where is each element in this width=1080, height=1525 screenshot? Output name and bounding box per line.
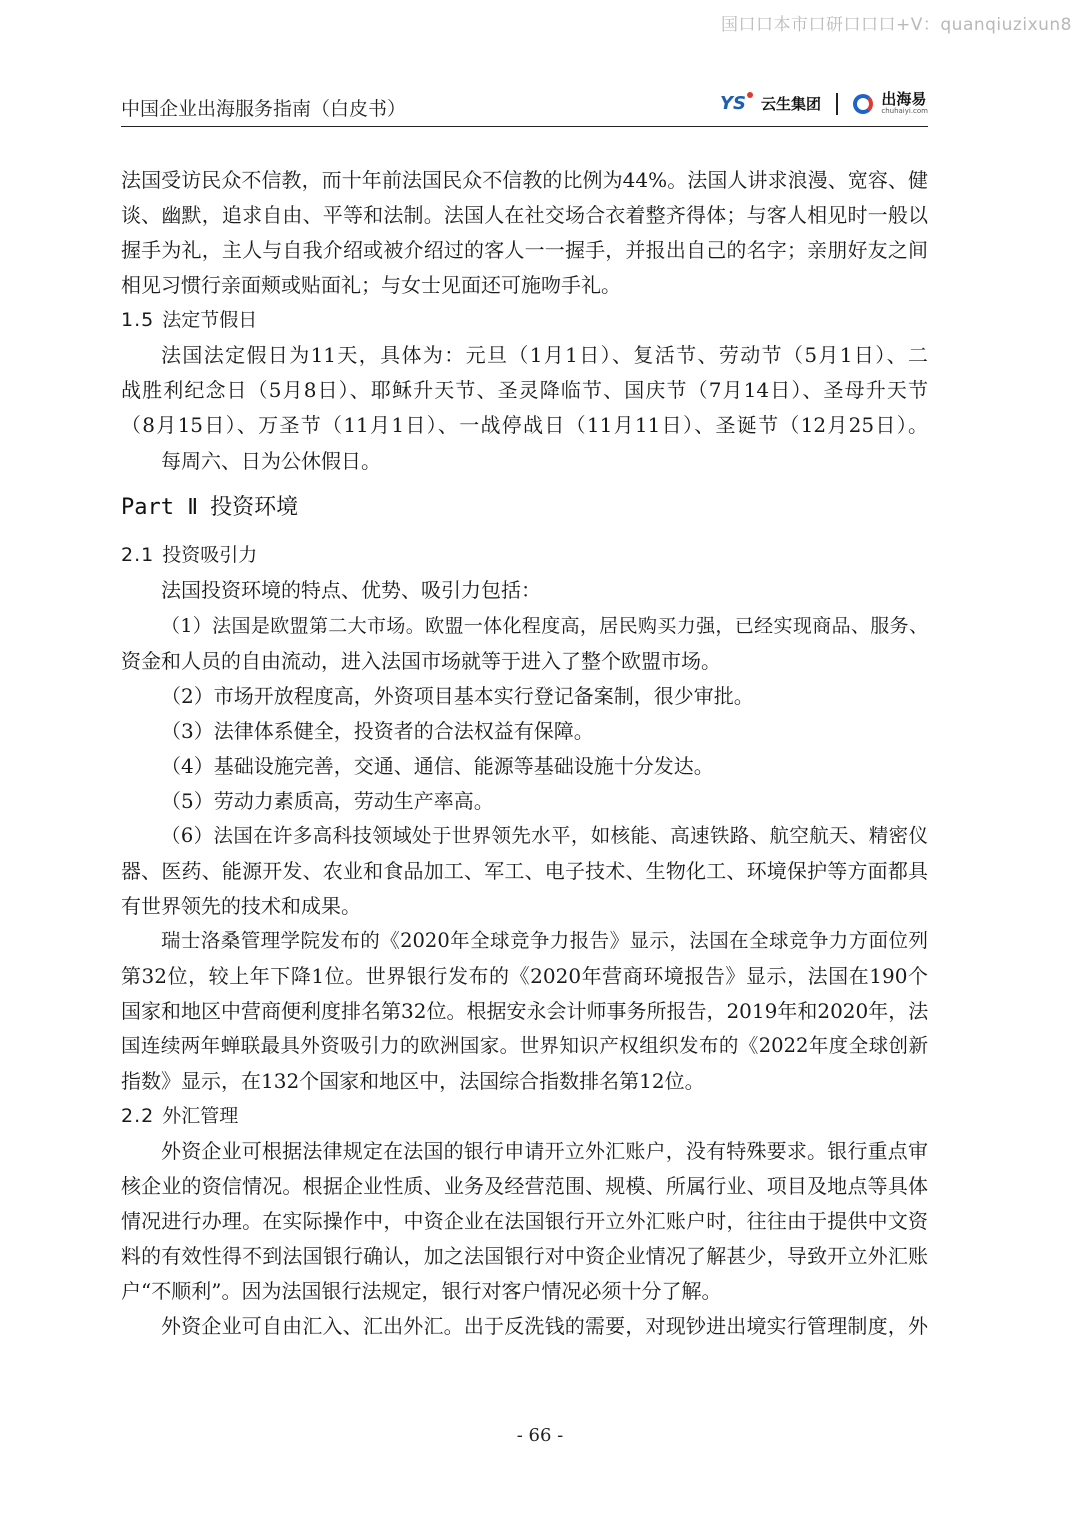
section-number: 1.5 (121, 309, 155, 331)
chuhaiyi-logo (881, 92, 928, 115)
paragraph-line: 谈、幽默，追求自由、平等和法制。法国人在社交场合衣着整齐得体；与客人相见时一般以 (121, 203, 928, 227)
chuhaiyi-c-icon (853, 94, 873, 114)
watermark: 国口口本市口研口口口+V：quanqiuzixun8 (721, 15, 1072, 35)
paragraph-line: 户“不顺利”。因为法国银行法规定，银行对客户情况必须十分了解。 (121, 1279, 722, 1303)
paragraph-line: 外资企业可根据法律规定在法国的银行申请开立外汇账户，没有特殊要求。银行重点审 (161, 1139, 928, 1163)
section-title: 法定节假日 (162, 309, 258, 331)
ys-logo: YS (719, 93, 746, 114)
list-item-line: （1）法国是欧盟第二大市场。欧盟一体化程度高，居民购买力强，已经实现商品、服务、 (161, 615, 928, 637)
paragraph-line: 每周六、日为公休假日。 (161, 449, 381, 473)
paragraph-line: 战胜利纪念日（5月8日）、耶稣升天节、圣灵降临节、国庆节（7月14日）、圣母升天节 (121, 378, 928, 402)
paragraph-line: 相见习惯行亲面颊或贴面礼；与女士见面还可施吻手礼。 (121, 273, 621, 297)
paragraph-line: 国连续两年蝉联最具外资吸引力的欧洲国家。世界知识产权组织发布的《2022年度全球创新 (121, 1034, 928, 1057)
header-logos (720, 92, 928, 122)
logo-divider (836, 93, 838, 115)
document-title: 中国企业出海服务指南（白皮书） (121, 98, 407, 120)
list-item-line: 器、医药、能源开发、农业和食品加工、军工、电子技术、生物化工、环境保护等方面都具 (121, 859, 928, 883)
paragraph-line: 核企业的资信情况。根据企业性质、业务及经营范围、规模、所属行业、项目及地点等具体 (121, 1174, 928, 1198)
section-heading-2-2 (121, 1098, 238, 1134)
paragraph-line: 法国投资环境的特点、优势、吸引力包括： (161, 578, 541, 602)
part-heading (121, 488, 298, 528)
section-heading-2-1 (121, 537, 257, 573)
section-title: 投资吸引力 (162, 544, 258, 566)
section-heading-1-5 (121, 302, 257, 338)
paragraph-line: （8月15日）、万圣节（11月1日）、一战停战日（11月11日）、圣诞节（12月25日）。 (121, 413, 928, 437)
list-item-line: 资金和人员的自由流动，进入法国市场就等于进入了整个欧盟市场。 (121, 649, 721, 673)
page-header (121, 92, 928, 127)
section-number: 2.1 (121, 544, 155, 566)
paragraph-line: 握手为礼，主人与自我介绍或被介绍过的客人一一握手，并报出自己的名字；亲朋好友之间 (121, 238, 928, 262)
paragraph-line: 瑞士洛桑管理学院发布的《2020年全球竞争力报告》显示，法国在全球竞争力方面位列 (161, 929, 928, 952)
part-label: Part Ⅱ (121, 495, 199, 520)
chuhaiyi-logo-cn: 出海易 (881, 90, 927, 108)
chuhaiyi-logo-en: chuhaiyi.com (881, 107, 928, 115)
list-item-line: （3）法律体系健全，投资者的合法权益有保障。 (161, 719, 594, 743)
paragraph-line: 法国受访民众不信教，而十年前法国民众不信教的比例为44%。法国人讲求浪漫、宽容、健 (121, 168, 928, 192)
paragraph-line: 国家和地区中营商便利度排名第32位。根据安永会计师事务所报告，2019年和2020年，法 (121, 999, 929, 1023)
paragraph-line: 外资企业可自由汇入、汇出外汇。出于反洗钱的需要，对现钞进出境实行管理制度，外 (161, 1314, 928, 1338)
section-title: 外汇管理 (162, 1105, 239, 1127)
list-item-line: 有世界领先的技术和成果。 (121, 894, 361, 918)
paragraph-line: 料的有效性得不到法国银行确认，加之法国银行对中资企业情况了解甚少，导致开立外汇账 (121, 1244, 928, 1268)
paragraph-line: 第32位，较上年下降1位。世界银行发布的《2020年营商环境报告》显示，法国在190个 (121, 964, 928, 988)
list-item-line: （4）基础设施完善，交通、通信、能源等基础设施十分发达。 (161, 754, 714, 778)
paragraph-line: 情况进行办理。在实际操作中，中资企业在法国银行开立外汇账户时，往往由于提供中文资 (121, 1209, 928, 1233)
list-item-line: （6）法国在许多高科技领域处于世界领先水平，如核能、高速铁路、航空航天、精密仪 (161, 824, 928, 847)
yunsheng-group-logo: 云生集团 (761, 95, 822, 113)
part-title: 投资环境 (210, 495, 299, 520)
section-number: 2.2 (121, 1105, 155, 1127)
list-item-line: （2）市场开放程度高，外资项目基本实行登记备案制，很少审批。 (161, 684, 754, 708)
ys-logo-dot-icon (747, 92, 753, 98)
list-item-line: （5）劳动力素质高，劳动生产率高。 (161, 789, 494, 813)
page-number: - 66 - (516, 1425, 564, 1446)
paragraph-line: 法国法定假日为11天，具体为：元旦（1月1日）、复活节、劳动节（5月1日）、二 (161, 343, 928, 367)
paragraph-line: 指数》显示，在132个国家和地区中，法国综合指数排名第12位。 (121, 1069, 705, 1093)
